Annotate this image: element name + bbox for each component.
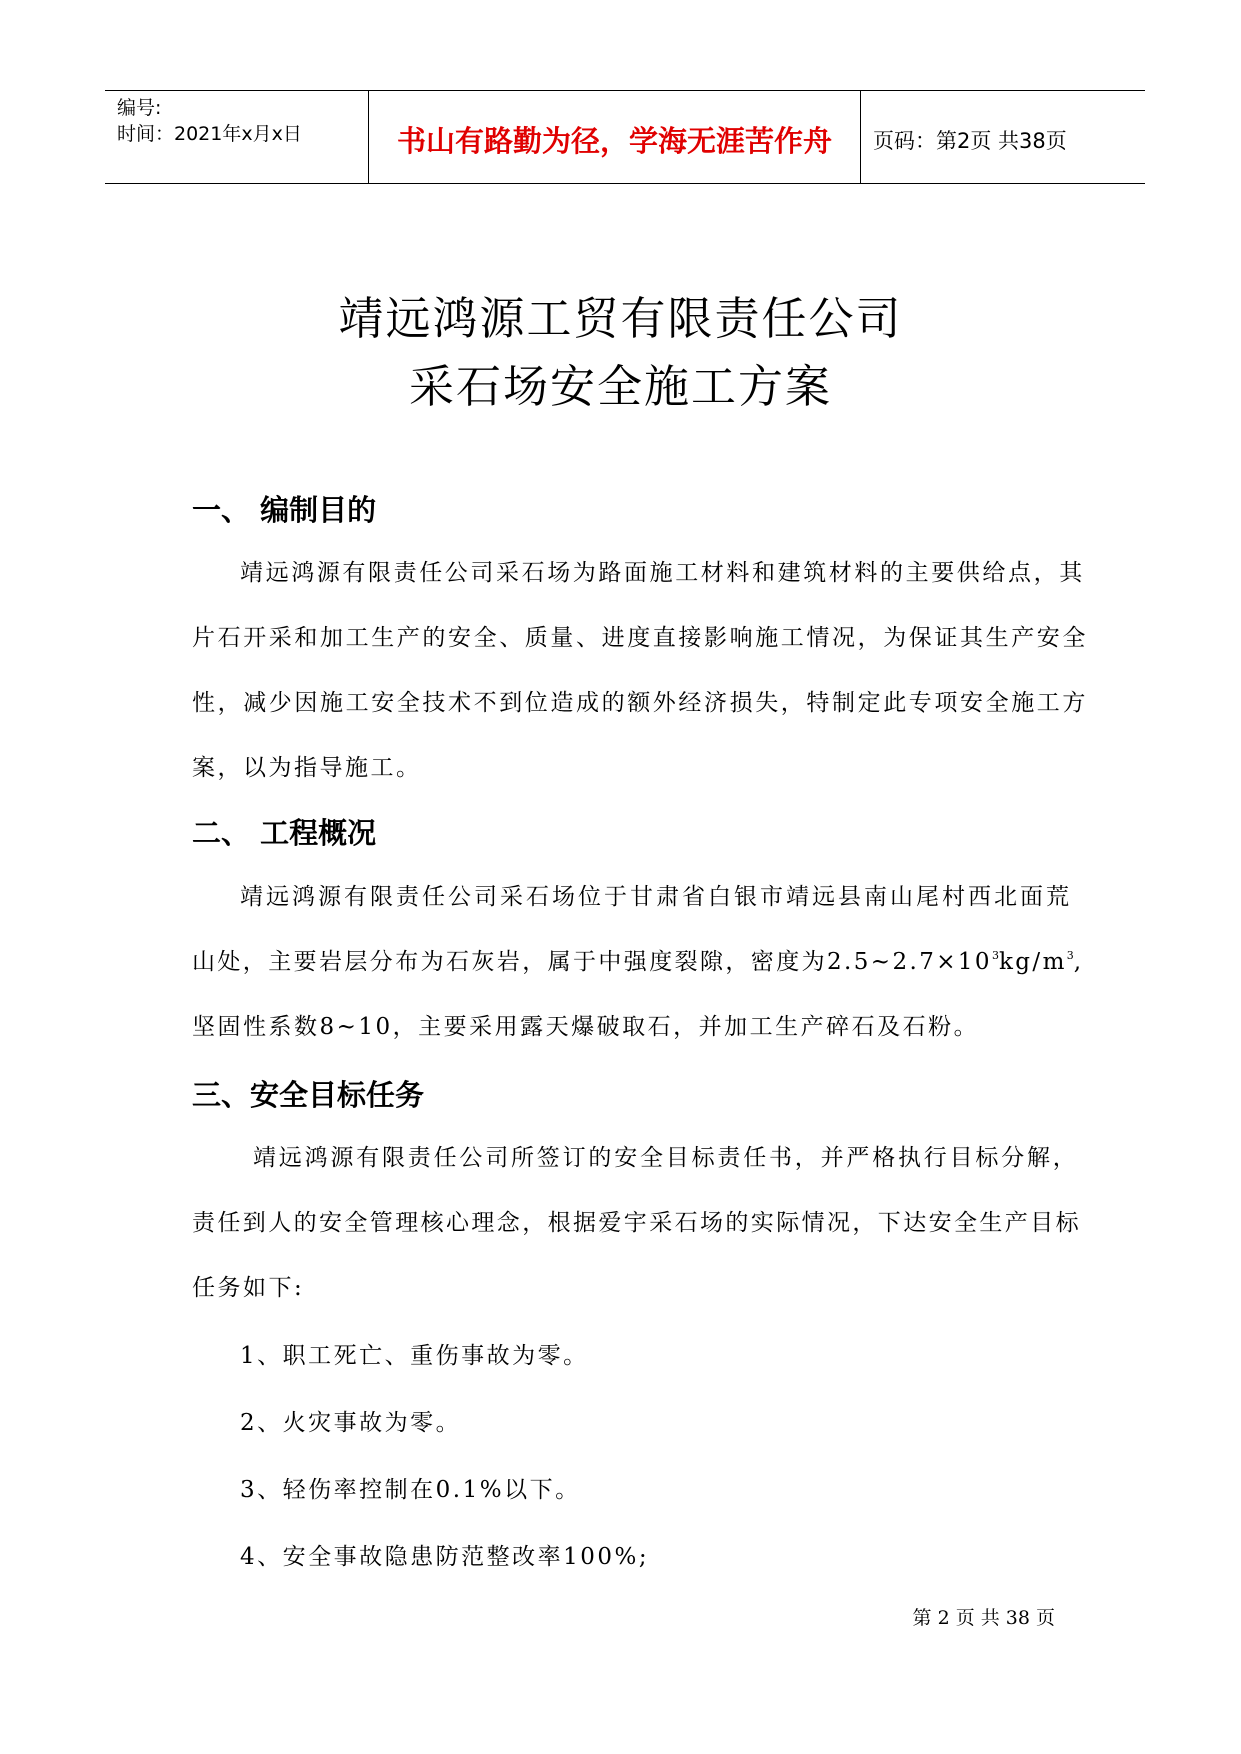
density-suffix: , (1073, 949, 1084, 975)
paragraph-line: 性，减少因施工安全技术不到位造成的额外经济损失，特制定此专项安全施工方 (192, 690, 1088, 716)
paragraph-line: 坚固性系数8~10，主要采用露天爆破取石，并加工生产碎石及石粉。 (192, 1014, 980, 1040)
section-heading-safety-targets: 三、安全目标任务 (192, 1078, 425, 1112)
list-item: 3、轻伤率控制在0.1%以下。 (240, 1477, 581, 1503)
list-item: 4、安全事故隐患防范整改率100%; (240, 1544, 650, 1570)
page-header (105, 90, 1145, 184)
page-code: 页码：第2页 共38页 (873, 129, 1067, 153)
density-exponent: 3 (991, 949, 999, 962)
paragraph-line: 靖远鸿源有限责任公司所签订的安全目标责任书，并严格执行目标分解， (253, 1145, 1079, 1171)
section-heading-overview: 二、 工程概况 (192, 816, 377, 850)
document-time-label: 时间：2021年x月x日 (117, 123, 302, 145)
density-text: 山处，主要岩层分布为石灰岩，属于中强度裂隙，密度为2.5~2.7×10 (192, 949, 992, 975)
paragraph-line: 任务如下: (192, 1275, 305, 1301)
paragraph-line: 靖远鸿源有限责任公司采石场为路面施工材料和建筑材料的主要供给点，其 (240, 560, 1085, 586)
paragraph-line: 责任到人的安全管理核心理念，根据爱宇采石场的实际情况，下达安全生产目标 (192, 1210, 1081, 1236)
header-motto-cell (369, 91, 861, 183)
paragraph-line: 片石开采和加工生产的安全、质量、进度直接影响施工情况，为保证其生产安全 (192, 625, 1088, 651)
list-item: 2、火灾事故为零。 (240, 1410, 462, 1436)
paragraph-line: 靖远鸿源有限责任公司采石场位于甘肃省白银市靖远县南山尾村西北面荒 (240, 884, 1072, 910)
density-line (192, 943, 1084, 976)
list-item: 1、职工死亡、重伤事故为零。 (240, 1343, 589, 1369)
motto-text: 书山有路勤为径，学海无涯苦作舟 (396, 124, 832, 158)
section-heading-purpose: 一、 编制目的 (192, 493, 377, 527)
document-title-line-1: 靖远鸿源工贸有限责任公司 (338, 292, 903, 345)
density-unit: kg/m (998, 949, 1067, 975)
paragraph-line: 案，以为指导施工。 (192, 755, 422, 781)
header-page-cell (861, 91, 1145, 183)
document-number-label: 编号: (117, 97, 162, 119)
document-title-line-2: 采石场安全施工方案 (408, 360, 832, 413)
density-unit-exponent: 3 (1066, 949, 1074, 962)
page-footer: 第 2 页 共 38 页 (912, 1607, 1055, 1629)
header-meta-cell (105, 91, 369, 183)
